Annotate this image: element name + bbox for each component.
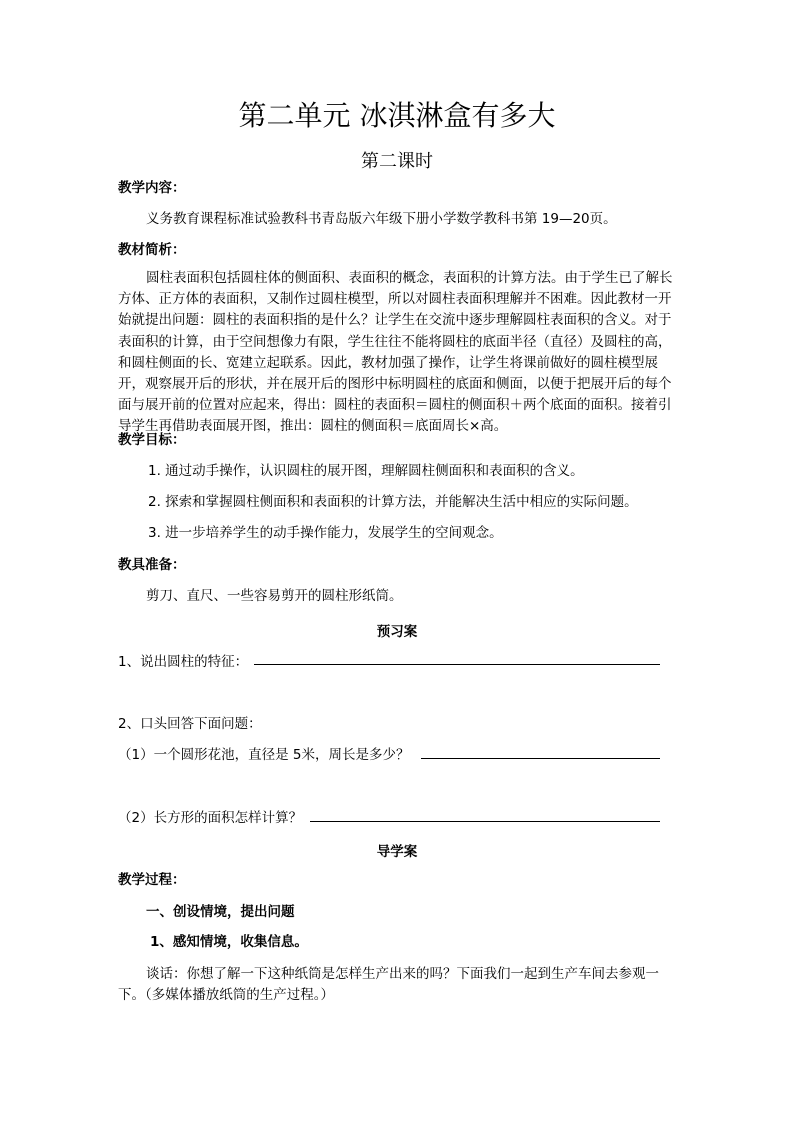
talk-text: 谈话：你想了解一下这种纸筒是怎样生产出来的吗？下面我们一起到生产车间去参观一下。（多媒体播放纸筒的生产过程。） bbox=[118, 966, 659, 1004]
question-2-1: （1）一个圆形花池，直径是 5米，周长是多少？ bbox=[118, 747, 410, 763]
step-1-heading: 一、创设情境，提出问题 bbox=[146, 904, 295, 920]
preview-heading: 预习案 bbox=[376, 624, 418, 640]
goal-item-1: 1. 通过动手操作，认识圆柱的展开图，理解圆柱侧面积和表面积的含义。 bbox=[148, 463, 584, 479]
answer-line-2-1 bbox=[421, 758, 660, 759]
answer-line-1 bbox=[254, 664, 660, 665]
process-heading: 教学过程： bbox=[118, 872, 186, 888]
guide-heading: 导学案 bbox=[376, 844, 418, 860]
tools-text: 剪刀、直尺、一些容易剪开的圆柱形纸筒。 bbox=[146, 588, 403, 604]
goals-heading: 教学目标： bbox=[118, 432, 186, 448]
step-1-1-heading: 1、感知情境，收集信息。 bbox=[150, 934, 308, 950]
goal-item-3: 3. 进一步培养学生的动手操作能力，发展学生的空间观念。 bbox=[148, 525, 503, 541]
document-subtitle: 第二课时 bbox=[361, 151, 433, 172]
goal-item-2: 2. 探索和掌握圆柱侧面积和表面积的计算方法，并能解决生活中相应的实际问题。 bbox=[148, 494, 638, 510]
document-title: 第二单元 冰淇淋盒有多大 bbox=[238, 99, 556, 132]
content-text: 义务教育课程标准试验教科书青岛版六年级下册小学数学教科书第 19—20页。 bbox=[146, 211, 617, 227]
analysis-text: 圆柱表面积包括圆柱体的侧面积、表面积的概念，表面积的计算方法。由于学生已了解长方体、正方体的表面积，又制作过圆柱模型，所以对圆柱表面积理解并不困难。因此教材一开始就提出问题：圆柱的表面积指的是什么？让学生在交流中逐步理解圆柱表面积的含义。对于表面积的计算，由于空间想像力有限，学生往往不能将圆柱的底面半径（直径）及圆柱的高，和圆柱侧面的长、宽建立起联系。因此，教材加强了操作，让学生将课前做好的圆柱模型展开，观察展开后的形状，并在展开后的图形中标明圆柱的底面和侧面，以便于把展开后的每个面与展开前的位置对应起来，得出：圆柱的表面积＝圆柱的侧面积＋两个底面的面积。接着引导学生再借助表面展开图，推出：圆柱的侧面积＝底面周长×高。 bbox=[118, 270, 673, 435]
content-heading: 教学内容： bbox=[118, 180, 186, 196]
question-2: 2、口头回答下面问题： bbox=[118, 716, 262, 732]
analysis-heading: 教材简析： bbox=[118, 242, 186, 258]
tools-heading: 教具准备： bbox=[118, 557, 186, 573]
question-2-2: （2）长方形的面积怎样计算？ bbox=[118, 810, 303, 826]
question-1: 1、说出圆柱的特征： bbox=[118, 654, 249, 670]
answer-line-2-2 bbox=[310, 821, 660, 822]
